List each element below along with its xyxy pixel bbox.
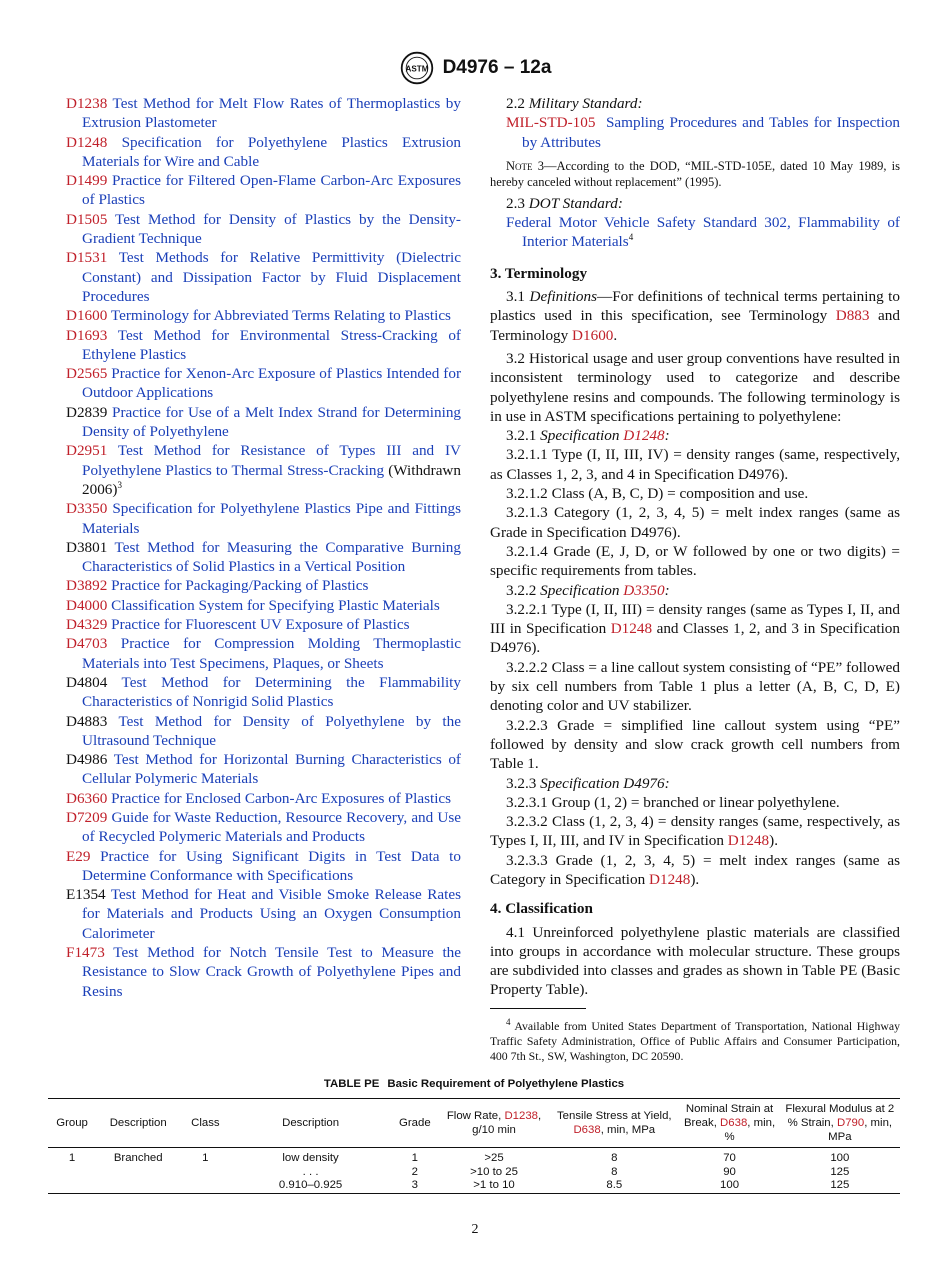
reference-code: D3801 (66, 538, 108, 556)
para-3-2-3-3: 3.2.3.3 Grade (1, 2, 3, 4, 5) = melt index ranges (same as Category in Specification D1248). (490, 851, 900, 888)
reference-d1600[interactable] (66, 306, 461, 325)
table-cell: 8 (611, 1165, 618, 1178)
table-cell: >1 to 10 (473, 1179, 515, 1191)
para-4-1: 4.1 Unreinforced polyethylene plastic materials are classified into groups in accordance with molecular structure. These groups are subdivided into classes and grades as shown in Table PE (Basic Property Table). (490, 923, 900, 999)
reference-d3892[interactable] (66, 576, 461, 595)
para-3-2-1-2: 3.2.1.2 Class (A, B, C, D) = composition and use. (506, 485, 809, 503)
section-4-heading: 4. Classification (490, 900, 593, 918)
table-cell: 2 (411, 1165, 418, 1178)
reference-title: Test Method for Density of Plastics by the Density-Gradient Technique (82, 210, 461, 248)
link-d3350[interactable]: D3350 (623, 581, 665, 599)
reference-code: D4000 (66, 596, 108, 614)
column-header: Description (282, 1117, 340, 1129)
reference-title: Test Method for Environmental Stress-Cracking of Ethylene Plastics (82, 326, 461, 363)
para-3-2-2-3: 3.2.2.3 Grade = simplified line callout system using “PE” followed by density and slow crack growth cell numbers from Table 1. (490, 716, 900, 773)
reference-d4883[interactable] (66, 712, 461, 751)
reference-title: Practice for Filtered Open-Flame Carbon-Arc Exposures of Plastics (82, 172, 462, 209)
reference-e1354[interactable] (66, 885, 461, 943)
footnote-4: $^4$ Available from United States Department of Transportation, National Highway Traffic Safety Administration, Office of Public Affairs and Consumer Participation, 400 7th St., SW, Washington, DC 20590. (490, 1016, 900, 1063)
reference-d2565[interactable] (66, 364, 461, 403)
reference-code: F1473 (66, 944, 105, 962)
reference-code: D1600 (66, 307, 108, 325)
reference-code: D3892 (66, 577, 108, 595)
reference-d4986[interactable] (66, 750, 461, 789)
table-cell: 8.5 (606, 1179, 623, 1191)
table-caption: TABLE PE Basic Requirement of Polyethylene Plastics (323, 1078, 625, 1090)
reference-code: D2565 (66, 365, 108, 383)
table-pe (48, 1078, 900, 1194)
reference-code: D4329 (66, 616, 108, 634)
table-cell: low density (282, 1152, 339, 1164)
para-3-2-3: 3.2.3 Specification D4976: (506, 774, 670, 792)
para-3-1: 3.1 Definitions—For definitions of technical terms pertaining to plastics used in this specification, see Terminology D883 and Terminology D1600. (490, 288, 900, 344)
para-3-2-1: 3.2.1 Specification D1248: (506, 427, 670, 445)
reference-code: D7209 (66, 808, 108, 826)
table-cell: 3 (411, 1179, 418, 1191)
table-cell: 1 (68, 1152, 76, 1164)
para-3-2-1-3: 3.2.1.3 Category (1, 2, 3, 4, 5) = melt index ranges (same as Grade in Specification D4976). (490, 504, 900, 541)
reference-title: Test Method for Density of Polyethylene by the Ultrasound Technique (82, 712, 461, 749)
military-standard-heading: 2.2 Military Standard: (506, 95, 643, 112)
reference-d2951[interactable] (66, 441, 461, 499)
table-cell (180, 1179, 230, 1193)
table-header-row (48, 1099, 900, 1148)
table-cell: 8 (611, 1152, 618, 1164)
column-header: Flow Rate, D1238, g/10 min (446, 1110, 542, 1136)
reference-d1531[interactable] (66, 248, 461, 306)
reference-d1499[interactable] (66, 171, 461, 210)
reference-d4804[interactable] (66, 673, 461, 712)
table-cell: 100 (830, 1152, 850, 1164)
reference-e29[interactable] (66, 847, 461, 886)
reference-d1238[interactable] (66, 94, 461, 133)
reference-d1505[interactable] (66, 210, 461, 249)
mil-std-reference[interactable]: MIL-STD-105 Sampling Procedures and Tables for Inspection by Attributes (506, 114, 901, 151)
table-cell: 100 (720, 1179, 740, 1191)
reference-d1248[interactable] (66, 133, 461, 172)
table-row (48, 1166, 900, 1180)
reference-title: Practice for Using Significant Digits in Test Data to Determine Conformance with Specifications (82, 847, 461, 884)
reference-title: Practice for Use of a Melt Index Strand for Determining Density of Polyethylene (82, 403, 462, 441)
reference-code: D2951 (66, 442, 108, 460)
dot-standard-heading: 2.3 DOT Standard: (506, 194, 623, 212)
reference-title: Test Method for Notch Tensile Test to Measure the Resistance to Slow Crack Growth of Polyethylene Pipes and Resins (82, 944, 461, 1000)
reference-code: D2839 (66, 403, 108, 421)
reference-title: Terminology for Abbreviated Terms Relating to Plastics (110, 307, 451, 325)
reference-code: D1248 (66, 133, 108, 151)
reference-d3801[interactable] (66, 538, 461, 577)
link-d1248[interactable]: D1248 (727, 832, 770, 850)
logo-lettering: ASTM (405, 64, 429, 74)
reference-d6360[interactable] (66, 789, 461, 808)
reference-code: D1499 (66, 172, 108, 190)
reference-title: Practice for Enclosed Carbon-Arc Exposures of Plastics (111, 789, 452, 807)
reference-title: Test Method for Resistance of Types III and IV Polyethylene Plastics to Thermal Stress-Cracking (82, 442, 461, 479)
table-cell: 1 (202, 1152, 209, 1164)
reference-code: D1693 (66, 326, 108, 344)
table-row (48, 1148, 900, 1166)
table-body (48, 1148, 900, 1194)
reference-code: D1505 (66, 210, 108, 228)
table-cell (180, 1166, 230, 1180)
para-3-2-1-1: 3.2.1.1 Type (I, II, III, IV) = density ranges (same, respectively, as Classes 1, 2, 3, and 4 in Specification D4976). (490, 446, 900, 483)
reference-code: D3350 (66, 500, 108, 518)
column-header: Tensile Stress at Yield, D638, min, MPa (556, 1110, 672, 1136)
table-cell (48, 1179, 96, 1193)
para-3-2-3-1: 3.2.3.1 Group (1, 2) = branched or linear polyethylene. (506, 793, 840, 811)
reference-code: D1531 (66, 249, 108, 267)
column-header: Grade (399, 1117, 431, 1129)
reference-title: Practice for Compression Molding Thermoplastic Materials into Test Specimens, Plaques, or Sheets (82, 635, 461, 672)
reference-title: Test Method for Melt Flow Rates of Thermoplastics by Extrusion Plastometer (82, 95, 461, 132)
reference-d2839[interactable] (66, 403, 461, 442)
astm-logo-icon (399, 50, 435, 86)
reference-d4703[interactable] (66, 634, 461, 673)
reference-code: D6360 (66, 789, 108, 807)
link-d1248[interactable]: D1248 (610, 620, 653, 638)
reference-d7209[interactable] (66, 808, 461, 847)
reference-code: D4986 (66, 751, 108, 769)
right-column (490, 94, 900, 1064)
table-cell: 70 (723, 1152, 736, 1164)
reference-d4000[interactable] (66, 596, 461, 615)
column-header: Class (191, 1117, 220, 1129)
referenced-documents-list (66, 94, 461, 1001)
page-number: 2 (471, 1222, 479, 1237)
para-3-2-2-2: 3.2.2.2 Class = a line callout system consisting of “PE” followed by six cell numbers from Table 1 plus a letter (A, B, C, D, E) denoting color and UV stabilizer. (490, 658, 900, 715)
footnote-divider (490, 1008, 586, 1009)
reference-code: E1354 (66, 886, 106, 904)
table-cell (96, 1166, 180, 1180)
reference-title: Test Method for Horizontal Burning Characteristics of Cellular Polymeric Materials (82, 751, 461, 788)
reference-d1693[interactable] (66, 326, 461, 365)
para-3-2-3-2: 3.2.3.2 Class (1, 2, 3, 4) = density ranges (same, respectively, as Types I, II, III, and IV in Specification D1248). (490, 813, 900, 850)
para-3-2-2-1: 3.2.2.1 Type (I, II, III) = density ranges (same as Types I, II, and III in Specification D1248 and Classes 1, 2, and 3 in Specification D4976). (490, 600, 900, 657)
column-header: Flexural Modulus at 2 % Strain, D790, min, MPa (785, 1103, 895, 1143)
reference-title: Guide for Waste Reduction, Resource Recovery, and Use of Recycled Polymeric Materials and Products (82, 808, 462, 846)
table-cell: Branched (113, 1152, 163, 1164)
section-3-heading: 3. Terminology (490, 264, 588, 282)
column-header: Description (109, 1117, 167, 1129)
para-3-2-1-4: 3.2.1.4 Grade (E, J, D, or W followed by one or two digits) = specific requirements from tables. (490, 542, 900, 580)
reference-title: Practice for Packaging/Packing of Plastics (111, 577, 369, 595)
basic-requirement-table (48, 1098, 900, 1194)
page-header (0, 50, 950, 86)
link-d1248[interactable]: D1248 (623, 427, 665, 445)
reference-d4329[interactable] (66, 615, 461, 634)
para-3-2-2: 3.2.2 Specification D3350: (506, 581, 670, 599)
footnote-marker: 3 (117, 479, 122, 490)
table-cell: . . . (302, 1165, 319, 1178)
reference-code: D4703 (66, 635, 108, 653)
table-cell: 1 (411, 1152, 418, 1164)
table-cell: 125 (830, 1165, 850, 1178)
table-cell: >25 (484, 1152, 504, 1164)
table-cell (48, 1166, 96, 1180)
document-id: D4976 – 12a (442, 57, 552, 78)
reference-title: Test Method for Heat and Visible Smoke Release Rates for Materials and Products Using an Oxygen Consumption Calorimeter (82, 886, 461, 942)
table-cell (96, 1179, 180, 1193)
column-header: Group (56, 1117, 88, 1129)
link-d1600[interactable]: D1600 (572, 326, 614, 344)
reference-code: D1238 (66, 95, 108, 112)
reference-title: Specification for Polyethylene Plastics Pipe and Fittings Materials (82, 500, 461, 537)
reference-code: D4804 (66, 673, 108, 691)
reference-title: (Withdrawn 2006) (82, 461, 461, 498)
reference-title: Test Methods for Relative Permittivity (Dielectric Constant) and Dissipation Factor by Fluid Displacement Procedures (82, 249, 461, 305)
reference-title: Classification System for Specifying Plastic Materials (111, 596, 440, 614)
table-cell: 90 (723, 1165, 736, 1178)
reference-title: Test Method for Measuring the Comparative Burning Characteristics of Solid Plastics in a Vertical Position (82, 538, 461, 576)
reference-title: Practice for Xenon-Arc Exposure of Plastics Intended for Outdoor Applications (82, 365, 461, 402)
reference-f1473[interactable] (66, 943, 461, 1001)
reference-d3350[interactable] (66, 499, 461, 538)
table-cell: 125 (830, 1179, 850, 1191)
table-row (48, 1179, 900, 1193)
reference-title: Specification for Polyethylene Plastics Extrusion Materials for Wire and Cable (82, 133, 462, 170)
link-d883[interactable]: D883 (835, 307, 870, 325)
reference-code: D4883 (66, 712, 108, 730)
link-d1248[interactable]: D1248 (649, 870, 691, 888)
reference-code: E29 (66, 847, 91, 865)
table-cell: 0.910–0.925 (278, 1179, 343, 1191)
column-header: Nominal Strain at Break, D638, min, % (683, 1103, 776, 1143)
reference-title: Practice for Fluorescent UV Exposure of Plastics (111, 616, 410, 634)
reference-title: Test Method for Determining the Flammability Characteristics of Nonrigid Solid Plastics (82, 673, 461, 711)
dot-standard-reference[interactable]: Federal Motor Vehicle Safety Standard 302, Flammability of Interior Materials$^4$ (506, 214, 900, 251)
table-cell: >10 to 25 (470, 1165, 518, 1178)
note-3: Note 3—According to the DOD, “MIL-STD-105E, dated 10 May 1989, is hereby canceled without replacement” (1995). (490, 158, 900, 189)
para-3-2: 3.2 Historical usage and user group conventions have resulted in inconsistent terminology used to categorize and describe polyethylene resins and compounds. The following terminology is in use in ASTM specifications pertaining to polyethylene: (490, 349, 900, 425)
